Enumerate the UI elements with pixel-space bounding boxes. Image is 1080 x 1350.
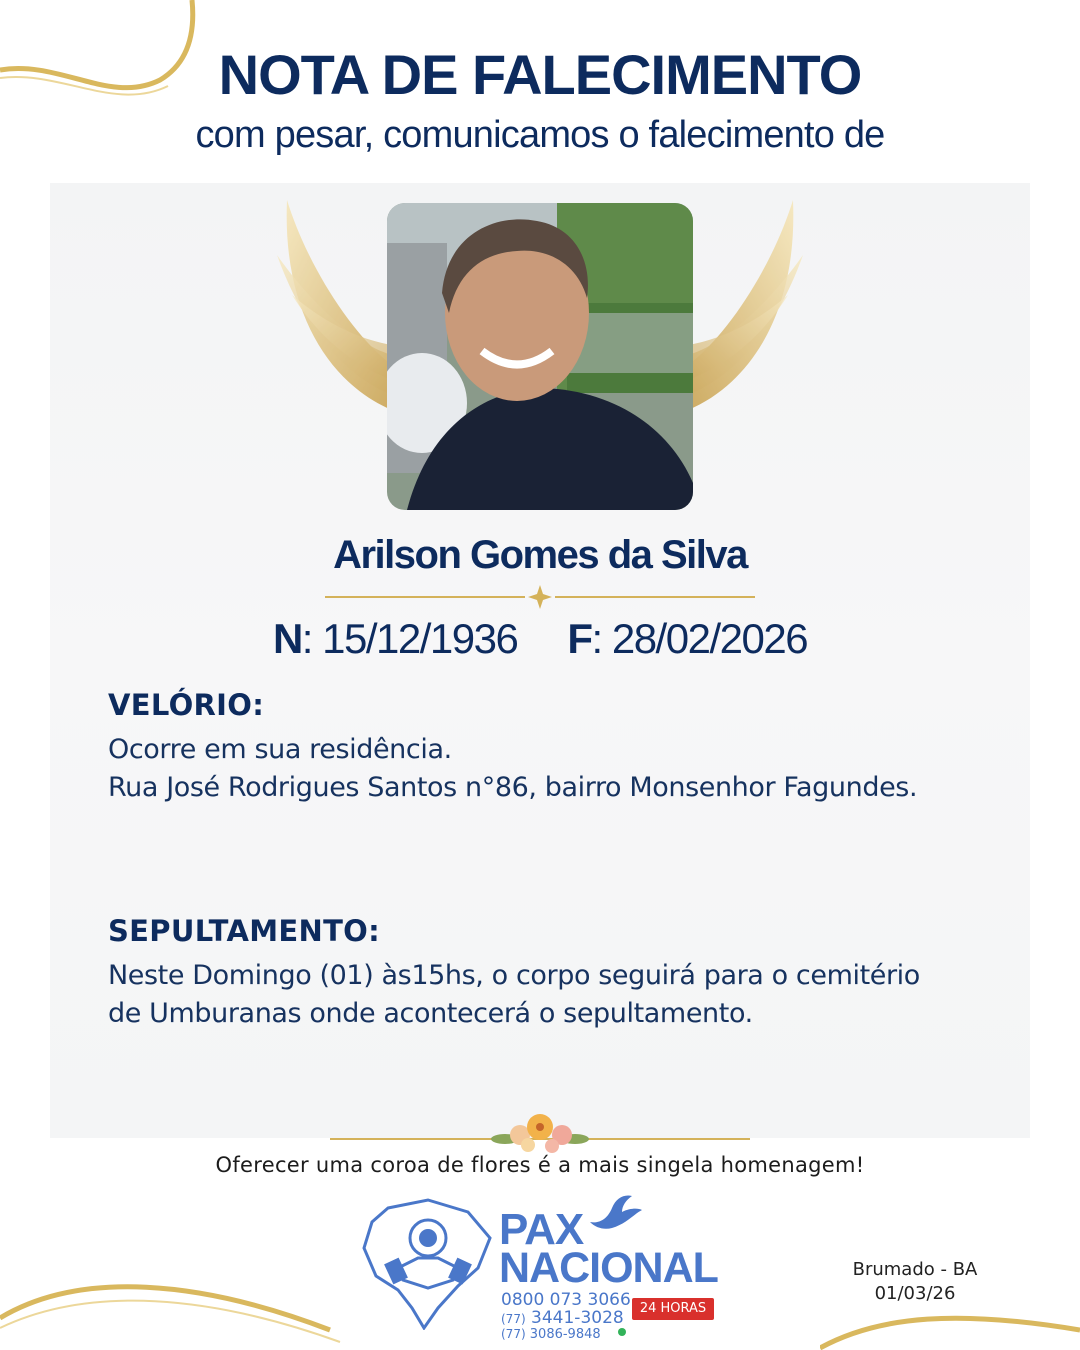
location-date xyxy=(830,1258,1000,1306)
gold-swoosh-bottom-left xyxy=(0,1270,360,1350)
whatsapp-icon xyxy=(618,1328,626,1336)
death-date: 28/02/2026 xyxy=(611,615,808,662)
burial-details xyxy=(108,957,920,1033)
issue-date: 01/03/26 xyxy=(874,1283,956,1304)
portrait-photo xyxy=(387,203,693,510)
page-title: NOTA DE FALECIMENTO xyxy=(218,43,862,106)
burial-heading: SEPULTAMENTO: xyxy=(108,914,381,948)
brand-name-line-1: PAX xyxy=(499,1205,584,1254)
wing-icon xyxy=(272,195,397,415)
phone-landline-ddd: (77) xyxy=(501,1312,526,1326)
phone-whatsapp-ddd: (77) xyxy=(501,1327,526,1341)
deceased-name: Arilson Gomes da Silva xyxy=(333,533,747,577)
dates-line: N: 15/12/1936 F: 28/02/2026 xyxy=(272,615,808,662)
wake-details xyxy=(108,731,917,807)
wake-heading: VELÓRIO: xyxy=(108,688,265,722)
24h-badge: 24 HORAS xyxy=(632,1298,714,1320)
brand-name-line-2: NACIONAL xyxy=(499,1244,718,1292)
death-label: F xyxy=(567,615,592,662)
phone-whatsapp-number: 3086-9848 xyxy=(529,1327,601,1342)
birth-label: N xyxy=(272,615,302,662)
gold-divider xyxy=(325,585,755,609)
wake-line-1: Ocorre em sua residência. xyxy=(108,734,452,765)
burial-line-1: Neste Domingo (01) às15hs, o corpo seguirá para o cemitério xyxy=(108,960,920,991)
dove-icon xyxy=(588,1194,644,1234)
wake-line-2: Rua José Rodrigues Santos n°86, bairro Monsenhor Fagundes. xyxy=(108,772,918,803)
page-subtitle: com pesar, comunicamos o falecimento de xyxy=(195,114,885,156)
phone-whatsapp xyxy=(501,1327,601,1342)
phone-tollfree: 0800 073 3066 xyxy=(501,1290,631,1310)
wing-icon xyxy=(683,195,808,415)
city-label: Brumado - BA xyxy=(852,1259,978,1280)
birth-date: 15/12/1936 xyxy=(322,615,518,662)
phone-landline xyxy=(501,1308,624,1328)
burial-line-2: de Umburanas onde acontecerá o sepultamento. xyxy=(108,998,753,1029)
phone-landline-number: 3441-3028 xyxy=(531,1308,624,1328)
tagline: Oferecer uma coroa de flores é a mais singela homenagem! xyxy=(215,1153,865,1177)
sparkle-icon xyxy=(528,585,552,609)
brazil-map-icon xyxy=(358,1198,498,1330)
